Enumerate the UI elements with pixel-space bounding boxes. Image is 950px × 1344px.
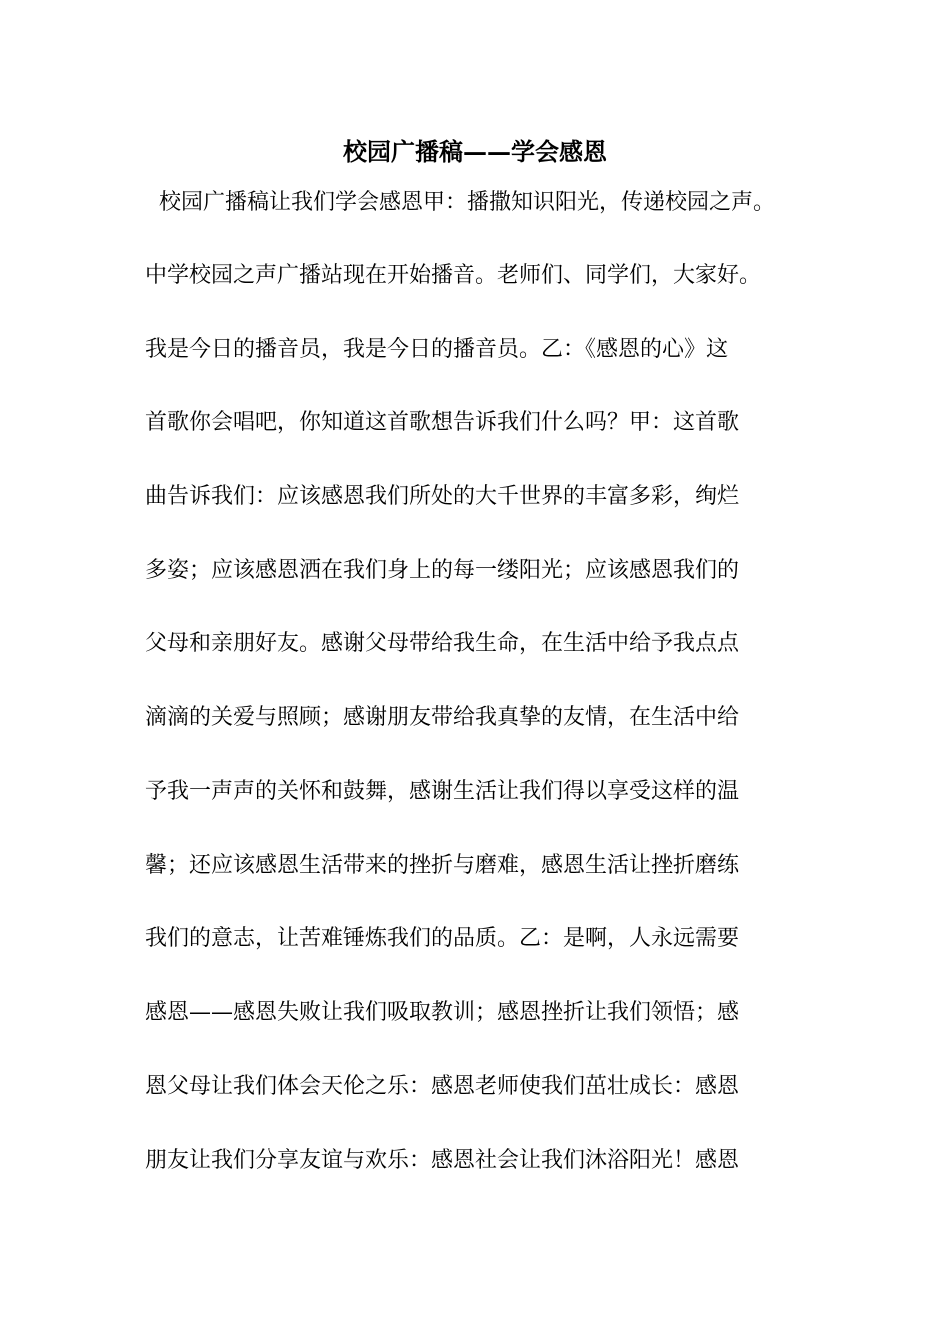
body-line-14: 朋友让我们分享友谊与欢乐：感恩社会让我们沐浴阳光！感恩 [145, 1148, 740, 1173]
document-title: 校园广播稿——学会感恩 [343, 137, 607, 166]
body-line-4: 首歌你会唱吧，你知道这首歌想告诉我们什么吗？甲：这首歌 [145, 410, 740, 435]
body-line-9: 予我一声声的关怀和鼓舞，感谢生活让我们得以享受这样的温 [145, 779, 740, 804]
body-line-2: 中学校园之声广播站现在开始播音。老师们、同学们，大家好。 [145, 263, 762, 288]
body-line-7: 父母和亲朋好友。感谢父母带给我生命，在生活中给予我点点 [145, 631, 740, 656]
body-line-3: 我是今日的播音员，我是今日的播音员。乙：《感恩的心》这 [145, 337, 729, 362]
body-line-5: 曲告诉我们：应该感恩我们所处的大千世界的丰富多彩，绚烂 [145, 484, 740, 509]
body-line-11: 我们的意志，让苦难锤炼我们的品质。乙：是啊，人永远需要 [145, 926, 740, 951]
body-line-12: 感恩——感恩失败让我们吸取教训；感恩挫折让我们领悟；感 [145, 1000, 740, 1025]
body-line-10: 馨；还应该感恩生活带来的挫折与磨难，感恩生活让挫折磨练 [145, 853, 740, 878]
body-line-1: 校园广播稿让我们学会感恩甲：播撒知识阳光，传递校园之声。 [145, 190, 775, 215]
body-line-8: 滴滴的关爱与照顾；感谢朋友带给我真挚的友情，在生活中给 [145, 705, 740, 730]
body-line-13: 恩父母让我们体会天伦之乐：感恩老师使我们茁壮成长：感恩 [145, 1074, 740, 1099]
body-line-6: 多姿；应该感恩洒在我们身上的每一缕阳光；应该感恩我们的 [145, 558, 740, 583]
